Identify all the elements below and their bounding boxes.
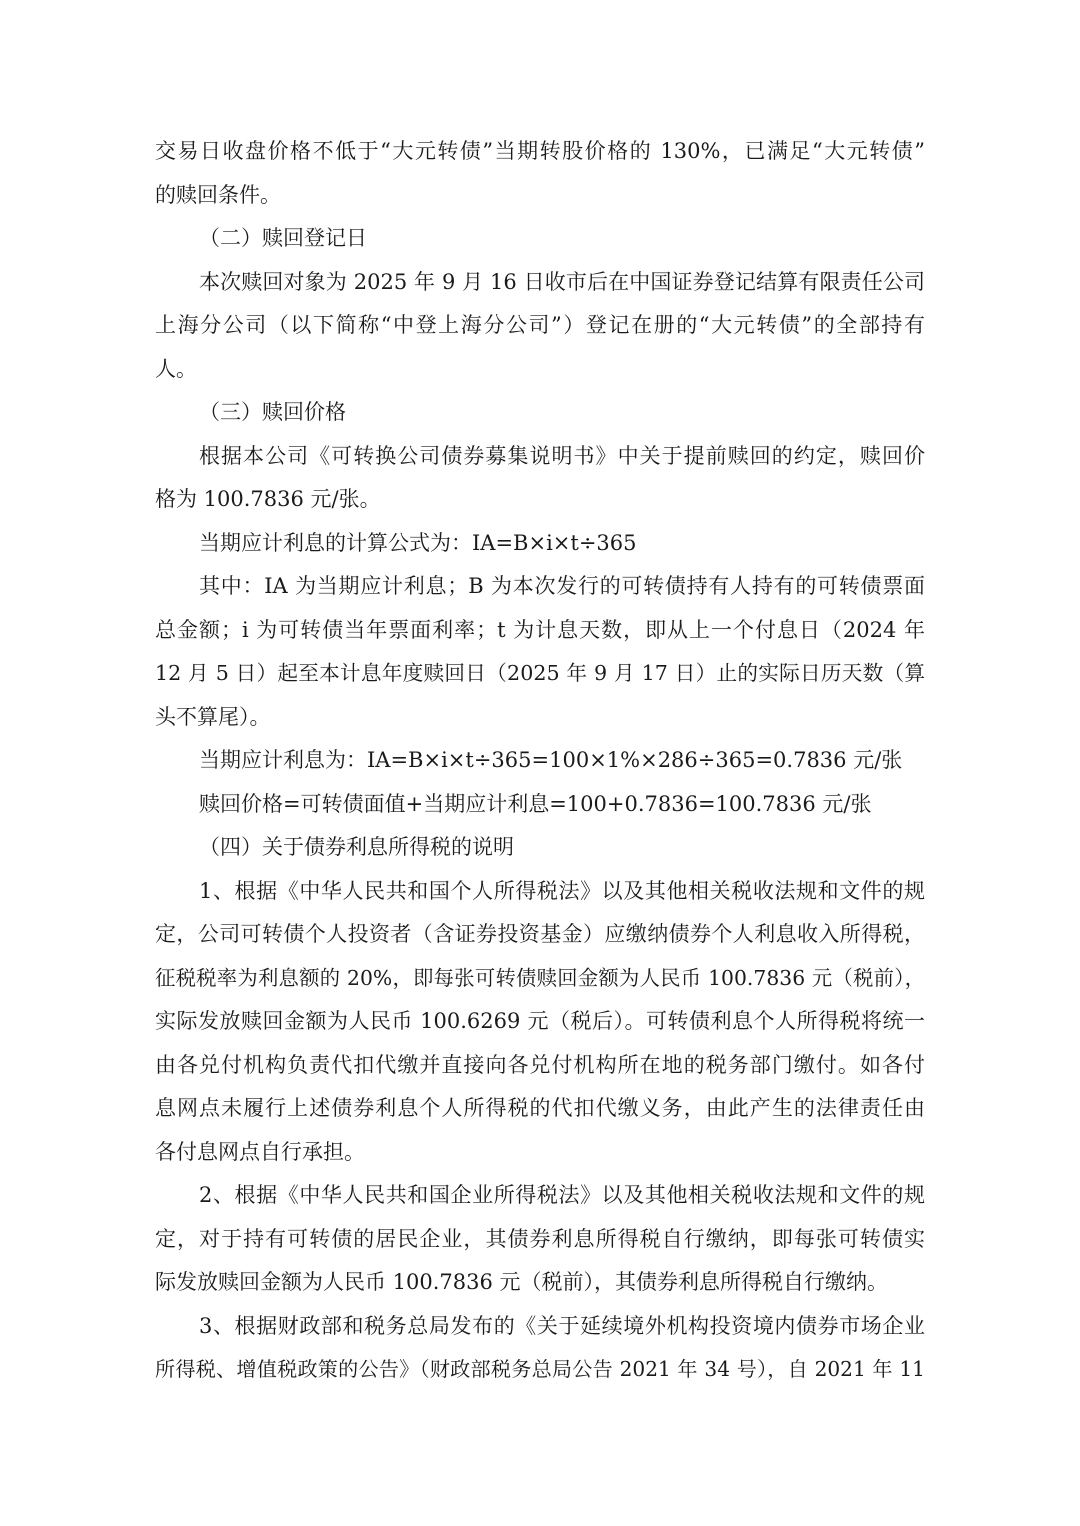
text-line: 实际发放赎回金额为人民币 100.6269 元（税后）。可转债利息个人所得税将统一	[155, 1009, 925, 1033]
document-body	[155, 130, 925, 1392]
text-line: 3、根据财政部和税务总局发布的《关于延续境外机构投资境内债券市场企业	[199, 1313, 925, 1338]
text-line: 际发放赎回金额为人民币 100.7836 元（税前），其债券利息所得税自行缴纳。	[155, 1270, 889, 1294]
text-line: 格为 100.7836 元/张。	[155, 487, 381, 511]
text-line: 息网点未履行上述债券利息个人所得税的代扣代缴义务，由此产生的法律责任由	[155, 1096, 925, 1120]
text-line: 人。	[155, 356, 197, 381]
text-line: 总金额；i 为可转债当年票面利率；t 为计息天数，即从上一个付息日（2024 年	[155, 617, 925, 642]
text-line: 征税税率为利息额的 20%，即每张可转债赎回金额为人民币 100.7836 元（税前），	[155, 965, 925, 990]
text-line: 上海分公司（以下简称“中登上海分公司”）登记在册的“大元转债”的全部持有	[155, 313, 925, 337]
text-line: 的赎回条件。	[155, 182, 281, 207]
text-line: 所得税、增值税政策的公告》（财政部税务总局公告 2021 年 34 号），自 2021 年 11	[155, 1357, 925, 1381]
text-line: 定，公司可转债个人投资者（含证券投资基金）应缴纳债券个人利息收入所得税，	[155, 922, 925, 946]
section-heading: （三）赎回价格	[199, 400, 346, 424]
formula-line: 赎回价格=可转债面值+当期应计利息=100+0.7836=100.7836 元/张	[199, 791, 872, 816]
text-line: 各付息网点自行承担。	[155, 1139, 365, 1164]
text-line: 12 月 5 日）起至本计息年度赎回日（2025 年 9 月 17 日）止的实际日历天数（算	[155, 661, 925, 685]
text-line: 由各兑付机构负责代扣代缴并直接向各兑付机构所在地的税务部门缴付。如各付	[155, 1052, 925, 1077]
text-line: 其中：IA 为当期应计利息；B 为本次发行的可转债持有人持有的可转债票面	[199, 574, 925, 598]
formula-line: 当期应计利息的计算公式为：IA=B×i×t÷365	[199, 530, 637, 555]
text-line: 定，对于持有可转债的居民企业，其债券利息所得税自行缴纳，即每张可转债实	[155, 1226, 925, 1251]
section-heading: （四）关于债券利息所得税的说明	[199, 835, 514, 859]
text-line: 头不算尾）。	[155, 704, 271, 729]
text-line: 根据本公司《可转换公司债券募集说明书》中关于提前赎回的约定，赎回价	[199, 443, 925, 468]
text-line: 2、根据《中华人民共和国企业所得税法》以及其他相关税收法规和文件的规	[199, 1183, 925, 1207]
text-line: 本次赎回对象为 2025 年 9 月 16 日收市后在中国证券登记结算有限责任公司	[199, 269, 925, 294]
section-heading: （二）赎回登记日	[199, 226, 367, 250]
text-line: 1、根据《中华人民共和国个人所得税法》以及其他相关税收法规和文件的规	[199, 878, 925, 903]
text-line: 交易日收盘价格不低于“大元转债”当期转股价格的 130%，已满足“大元转债”	[155, 139, 925, 163]
formula-line: 当期应计利息为：IA=B×i×t÷365=100×1%×286÷365=0.7836 元/张	[199, 748, 903, 772]
